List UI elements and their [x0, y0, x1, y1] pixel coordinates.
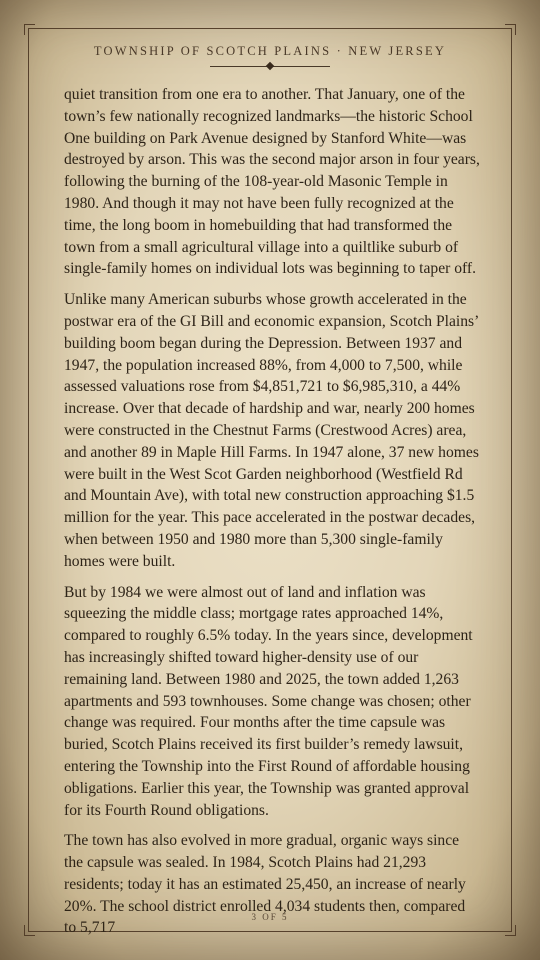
- page-number: 3 OF 5: [251, 912, 289, 922]
- paragraph: Unlike many American suburbs whose growth accelerated in the postwar era of the GI Bill and economic expansion, Scotch Plains’ building boom began during the Depression. Between 1937 and 1947, the population increased 88%, from 4,000 to 7,500, while assessed valuations rose from $4,851,721 to $6,985,310, a 44% increase. Over that decade of hardship and war, nearly 200 homes were constructed in the Chestnut Farms (Crestwood Acres) area, and another 89 in Maple Hill Farms. In 1947 alone, 37 new homes were built in the West Scot Garden neighborhood (Westfield Rd and Mountain Ave), with total new construction approaching $1.5 million for the year. This pace accelerated in the postwar decades, when between 1950 and 1980 more than 5,300 single-family homes were built.: [64, 291, 479, 570]
- body-text: [64, 84, 480, 948]
- corner-ornament: [505, 24, 516, 35]
- paragraph: quiet transition from one era to another. That January, one of the town’s few nationally recognized landmarks—the historic School One building on Park Avenue designed by Stanford White—was destroyed by arson. This was the second major arson in four years, following the burning of the 108-year-old Masonic Temple in 1980. And though it may not have been fully recognized at the time, the long boom in homebuilding that had transformed the town from a small agricultural village into a quiltlike suburb of single-family homes on individual lots was beginning to taper off.: [64, 86, 480, 278]
- corner-ornament: [505, 925, 516, 936]
- corner-ornament: [24, 24, 35, 35]
- paragraph: The town has also evolved in more gradual, organic ways since the capsule was sealed. In 1984, Scotch Plains had 21,293 residents; today it has an estimated 25,450, an increase of nearly 20%. The school district enrolled 4,034 students then, compared to 5,717: [64, 832, 466, 937]
- paragraph: But by 1984 we were almost out of land and inflation was squeezing the middle class; mortgage rates approached 14%, compared to roughly 6.5% today. In the years since, development has increasingly shifted toward higher-density use of our remaining land. Between 1980 and 2025, the town added 1,263 apartments and 593 townhouses. Some change was chosen; other change was required. Four months after the time capsule was buried, Scotch Plains received its first builder’s remedy lawsuit, entering the Township into the First Round of affordable housing obligations. Earlier this year, the Township was granted approval for its Fourth Round obligations.: [64, 583, 473, 819]
- corner-ornament: [24, 925, 35, 936]
- page-header-title: TOWNSHIP OF SCOTCH PLAINS · NEW JERSEY: [93, 44, 447, 58]
